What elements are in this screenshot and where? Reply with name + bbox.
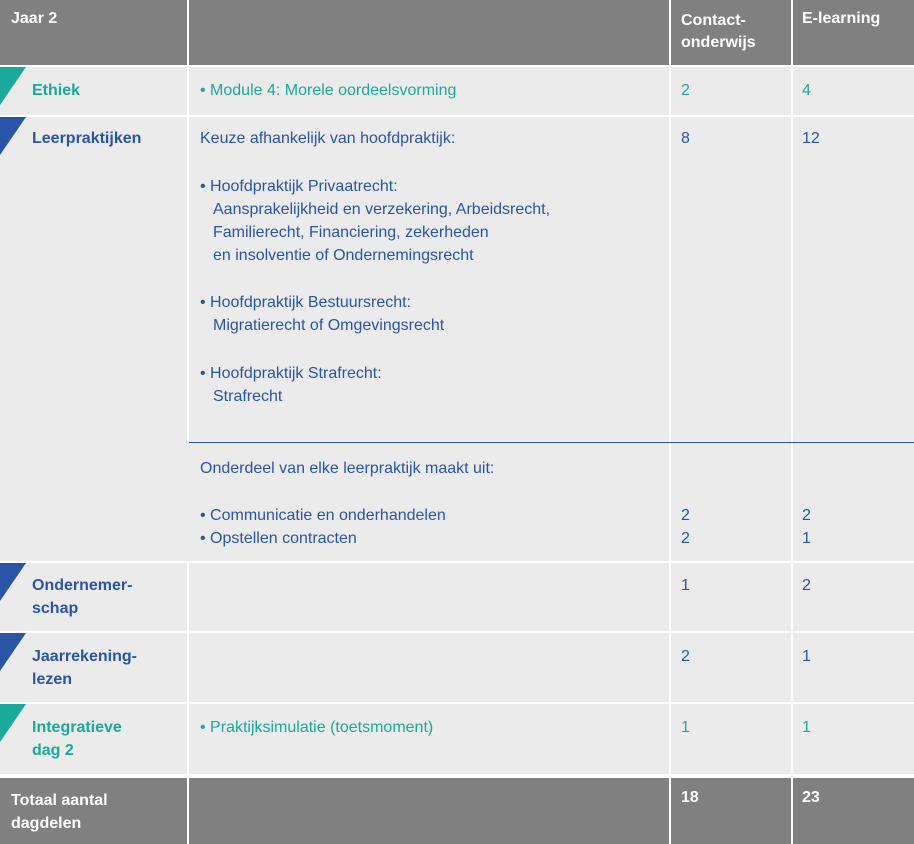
ethiek-contact: 2 xyxy=(681,82,690,99)
integratieve-contact: 1 xyxy=(681,719,690,736)
blue-corner-marker xyxy=(0,633,26,671)
row-totaal xyxy=(0,778,914,844)
jaarrekening-contact: 2 xyxy=(681,648,690,665)
ethiek-elearning: 4 xyxy=(802,82,811,99)
blue-corner-marker xyxy=(0,117,26,155)
bestuursrecht-block: • Hoofdpraktijk Bestuursrecht: Migratierecht of Omgevingsrecht xyxy=(200,294,445,334)
header-elearning: E-learning xyxy=(802,10,881,27)
integratieve-item: • Praktijksimulatie (toetsmoment) xyxy=(200,719,434,736)
onderdeel-intro: Onderdeel van elke leerpraktijk maakt uit: xyxy=(200,460,495,477)
integratieve-elearning: 1 xyxy=(802,719,811,736)
ondernemerschap-contact: 1 xyxy=(681,577,690,594)
list-item: • Communicatie en onderhandelen xyxy=(200,507,446,524)
row-label-ethiek: Ethiek xyxy=(32,82,81,99)
list-item-elearning: 2 xyxy=(802,507,811,524)
teal-corner-marker xyxy=(0,67,26,105)
strafrecht-block: • Hoofdpraktijk Strafrecht: Strafrecht xyxy=(200,365,382,405)
totaal-label: Totaal aantal dagdelen xyxy=(11,792,108,832)
row-label-integratieve: Integratieve dag 2 xyxy=(32,719,122,759)
leerpraktijken-contact: 8 xyxy=(681,130,690,147)
totaal-contact: 18 xyxy=(681,789,699,806)
row-leerpraktijken xyxy=(0,117,914,561)
row-ethiek xyxy=(0,67,914,115)
row-ondernemerschap xyxy=(0,563,914,631)
jaarrekening-elearning: 1 xyxy=(802,648,811,665)
list-item: • Opstellen contracten xyxy=(200,530,357,547)
row-label-ondernemerschap: Ondernemer- schap xyxy=(32,577,133,617)
row-label-leerpraktijken: Leerpraktijken xyxy=(32,130,142,147)
row-label-jaarrekening: Jaarrekening- lezen xyxy=(32,648,137,688)
totaal-elearning: 23 xyxy=(802,789,820,806)
ethiek-module: • Module 4: Morele oordeelsvorming xyxy=(200,82,457,99)
section-divider xyxy=(189,442,914,443)
list-item-elearning: 1 xyxy=(802,530,811,547)
header-year: Jaar 2 xyxy=(11,10,58,27)
leerpraktijken-elearning: 12 xyxy=(802,130,820,147)
row-integratieve xyxy=(0,704,914,774)
table-header xyxy=(0,0,914,65)
teal-corner-marker xyxy=(0,704,26,742)
blue-corner-marker xyxy=(0,563,26,601)
leerpraktijken-intro: Keuze afhankelijk van hoofdpraktijk: xyxy=(200,130,456,147)
header-contactonderwijs: Contact- onderwijs xyxy=(681,12,756,51)
list-item-contact: 2 xyxy=(681,530,690,547)
list-item-contact: 2 xyxy=(681,507,690,524)
row-jaarrekening xyxy=(0,633,914,702)
ondernemerschap-elearning: 2 xyxy=(802,577,811,594)
privaatrecht-block: • Hoofdpraktijk Privaatrecht: Aansprakelijkheid en verzekering, Arbeidsrecht, Familierecht, Financiering, zekerheden en insolventie of Ondernemingsrecht xyxy=(200,178,551,264)
